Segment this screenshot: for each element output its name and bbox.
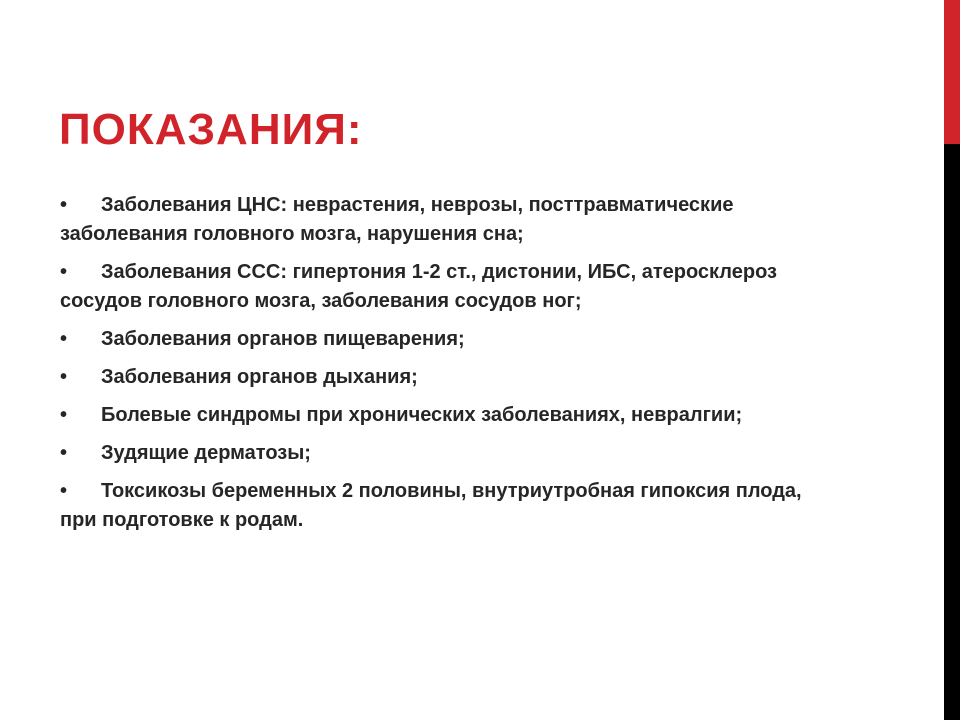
- list-item-text: Заболевания ССС: гипертония 1-2 ст., дистонии, ИБС, атеросклероз сосудов головного мозга, заболевания сосудов ног;: [60, 261, 777, 312]
- list-item: [60, 401, 840, 430]
- accent-bar-black: [944, 144, 960, 720]
- list-item-text: Заболевания органов дыхания;: [101, 366, 418, 388]
- list-item: [60, 477, 840, 535]
- bullet-icon: •: [60, 328, 68, 350]
- list-item-text: Болевые синдромы при хронических заболеваниях, невралгии;: [101, 404, 743, 426]
- bullet-icon: •: [60, 404, 68, 426]
- list-item-text: Заболевания ЦНС: неврастения, неврозы, посттравматические заболевания головного мозга, нарушения сна;: [60, 194, 734, 245]
- bullet-icon: •: [60, 261, 68, 283]
- bullet-icon: •: [60, 366, 68, 388]
- list-item: [60, 325, 840, 354]
- list-item-text: Заболевания органов пищеварения;: [101, 328, 465, 350]
- list-item: [60, 191, 840, 249]
- bullet-icon: •: [60, 442, 68, 464]
- bullet-icon: •: [60, 480, 68, 502]
- accent-bar-red: [944, 0, 960, 144]
- bullet-list: [60, 191, 840, 544]
- list-item: [60, 363, 840, 392]
- list-item: [60, 258, 840, 316]
- list-item-text: Токсикозы беременных 2 половины, внутриутробная гипоксия плода, при подготовке к родам.: [60, 480, 802, 531]
- list-item-text: Зудящие дерматозы;: [101, 442, 311, 464]
- slide-title: ПОКАЗАНИЯ:: [59, 105, 363, 154]
- list-item: [60, 439, 840, 468]
- bullet-icon: •: [60, 194, 68, 216]
